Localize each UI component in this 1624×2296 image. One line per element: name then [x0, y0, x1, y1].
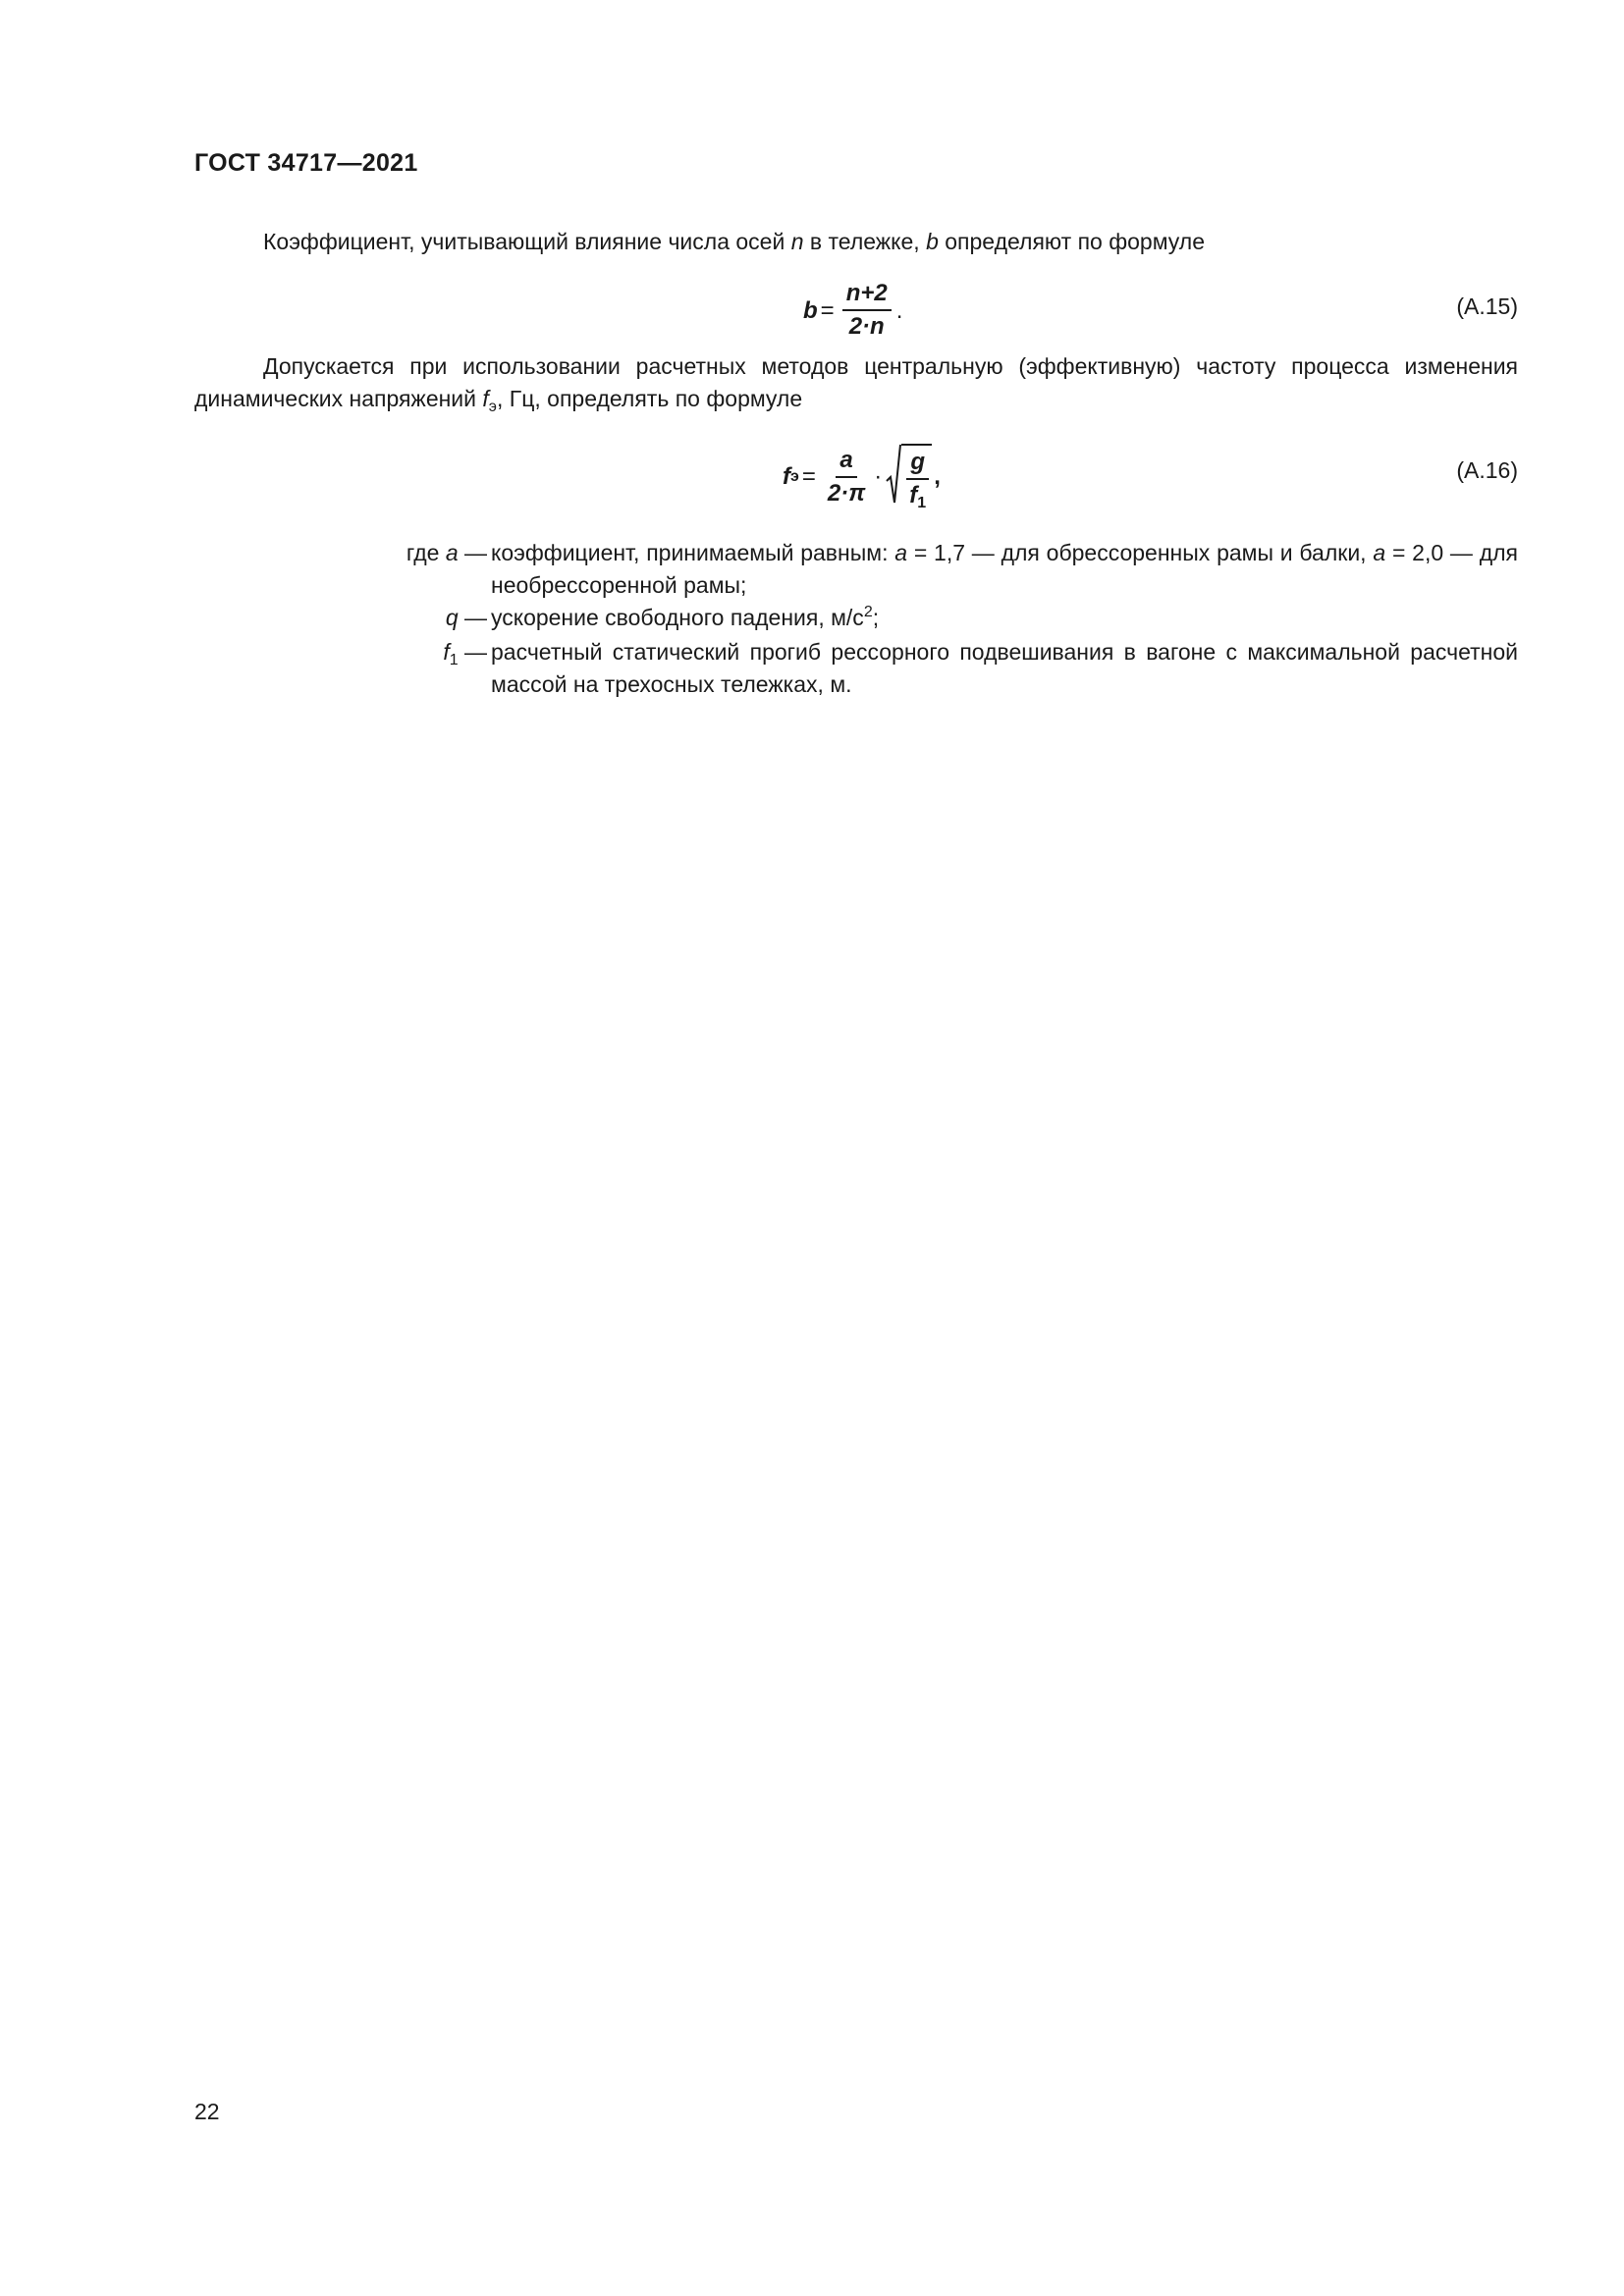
- radical-sign: [886, 444, 901, 509]
- fraction: $\frac{g}{f_1}$: [905, 449, 930, 509]
- document-header: ГОСТ 34717—2021: [194, 149, 418, 177]
- definition-q: q — ускорение свободного падения, $м/с^2$;: [445, 604, 880, 630]
- paragraph-coefficient-b: Коэффициент, учитывающий влияние числа осей n в тележке, b определяют по формуле: [263, 229, 1205, 254]
- equation-number-a16: (А.16): [1456, 457, 1518, 483]
- fraction: $\frac{a}{2\cdot\pi}$: [827, 446, 866, 507]
- paragraph-frequency: Допускается при использовании расчетных методов центральную (эффективную) частоту процесса изменения динамических напряжений $f_э$, Гц, определять по формуле: [194, 353, 1518, 415]
- equation-number-a15: (А.15): [1456, 294, 1518, 319]
- fraction: $\frac{n+2}{2\cdot n}$: [842, 280, 892, 341]
- definition-a: где a — коэффициент, принимаемый равным: a = 1,7 — для обрессоренных рамы и балки, a = 2,0 — для необрессоренной рамы;: [406, 540, 1518, 598]
- definition-f1: $f_1$ — расчетный статический прогиб рессорного подвешивания в вагоне с максимальной расчетной массой на трехосных тележках, м.: [443, 639, 1518, 697]
- formula-a15: b = $\frac{n+2}{2\cdot n}$ .: [803, 280, 903, 340]
- page-number: 22: [194, 2099, 220, 2124]
- formula-a16: f э = $\frac{a}{2\cdot\pi}$ · $\frac{g}{f_1}$ ,: [783, 444, 941, 509]
- square-root: [886, 444, 932, 509]
